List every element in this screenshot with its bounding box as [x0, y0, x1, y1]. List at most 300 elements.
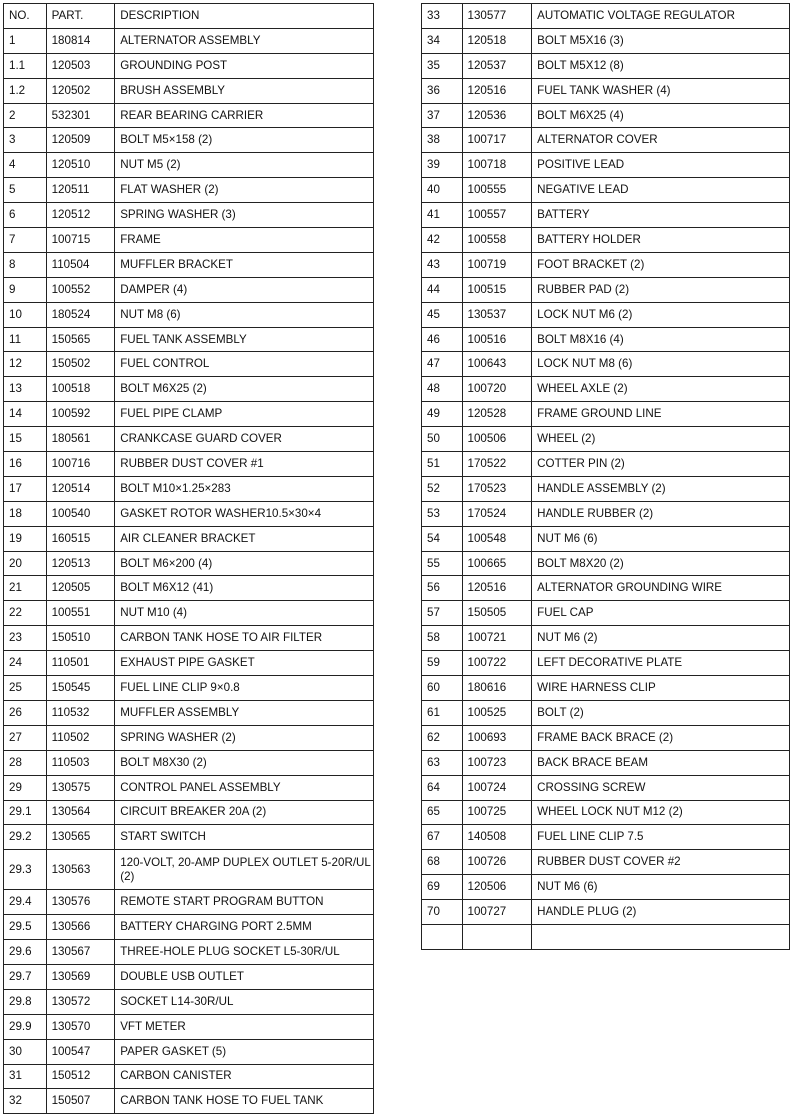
part-code: 532301	[46, 103, 115, 128]
part-number-index: 18	[4, 501, 47, 526]
table-row	[4, 940, 374, 965]
part-code: 170523	[462, 476, 532, 501]
part-code: 100506	[462, 427, 532, 452]
part-number-index: 36	[422, 78, 463, 103]
part-description: NUT M5 (2)	[115, 153, 374, 178]
part-description: FUEL CONTROL	[115, 352, 374, 377]
part-description: FUEL LINE CLIP 7.5	[532, 825, 790, 850]
part-code: 150565	[46, 327, 115, 352]
part-code: 130567	[46, 940, 115, 965]
part-code: 150505	[462, 601, 532, 626]
part-number-index: 45	[422, 302, 463, 327]
table-row	[4, 626, 374, 651]
part-number-index: 54	[422, 526, 463, 551]
part-number-index: 29.9	[4, 1014, 47, 1039]
part-number-index: 29	[4, 775, 47, 800]
part-code: 150507	[46, 1089, 115, 1114]
table-row	[422, 252, 790, 277]
table-row	[422, 78, 790, 103]
table-row	[422, 28, 790, 53]
part-number-index: 48	[422, 377, 463, 402]
table-row	[4, 352, 374, 377]
part-code: 100720	[462, 377, 532, 402]
part-description	[532, 924, 790, 949]
part-number-index: 59	[422, 651, 463, 676]
part-description: CROSSING SCREW	[532, 775, 790, 800]
part-number-index: 58	[422, 626, 463, 651]
table-row	[422, 352, 790, 377]
part-number-index: 67	[422, 825, 463, 850]
part-number-index: 60	[422, 676, 463, 701]
part-code: 170522	[462, 452, 532, 477]
table-row	[422, 327, 790, 352]
part-description: NEGATIVE LEAD	[532, 178, 790, 203]
part-number-index: 9	[4, 277, 47, 302]
part-number-index: 68	[422, 850, 463, 875]
part-description: MUFFLER ASSEMBLY	[115, 700, 374, 725]
part-description: VFT METER	[115, 1014, 374, 1039]
part-description: GASKET ROTOR WASHER10.5×30×4	[115, 501, 374, 526]
part-number-index: 37	[422, 103, 463, 128]
part-code: 120503	[46, 53, 115, 78]
part-description: FRAME	[115, 228, 374, 253]
part-code: 130575	[46, 775, 115, 800]
part-code: 110502	[46, 725, 115, 750]
table-row	[4, 800, 374, 825]
table-row	[4, 153, 374, 178]
part-code: 110532	[46, 700, 115, 725]
table-row	[4, 1089, 374, 1114]
part-number-index: 1	[4, 28, 47, 53]
table-row	[4, 775, 374, 800]
table-row	[4, 551, 374, 576]
part-number-index: 51	[422, 452, 463, 477]
part-description: BOLT M8X30 (2)	[115, 750, 374, 775]
part-number-index: 29.3	[4, 850, 47, 890]
table-row	[422, 875, 790, 900]
part-number-index: 39	[422, 153, 463, 178]
parts-table-left	[3, 3, 374, 1114]
part-description: MUFFLER BRACKET	[115, 252, 374, 277]
part-number-index: 43	[422, 252, 463, 277]
table-row	[4, 1039, 374, 1064]
part-description: BOLT M8X16 (4)	[532, 327, 790, 352]
table-row	[4, 53, 374, 78]
part-description: DAMPER (4)	[115, 277, 374, 302]
table-row	[422, 676, 790, 701]
part-code: 150510	[46, 626, 115, 651]
part-code: 100726	[462, 850, 532, 875]
part-number-index: 29.6	[4, 940, 47, 965]
part-code: 100717	[462, 128, 532, 153]
table-row	[422, 651, 790, 676]
part-code	[462, 924, 532, 949]
part-description: START SWITCH	[115, 825, 374, 850]
part-description: BATTERY CHARGING PORT 2.5MM	[115, 915, 374, 940]
table-row	[4, 676, 374, 701]
table-row	[4, 277, 374, 302]
part-number-index: 34	[422, 28, 463, 53]
parts-table-left-body	[4, 4, 374, 1114]
part-description: POSITIVE LEAD	[532, 153, 790, 178]
table-row	[422, 53, 790, 78]
part-number-index: 70	[422, 900, 463, 925]
part-description: WHEEL (2)	[532, 427, 790, 452]
part-code: 100516	[462, 327, 532, 352]
table-row	[422, 626, 790, 651]
part-number-index: 20	[4, 551, 47, 576]
part-description: SPRING WASHER (3)	[115, 203, 374, 228]
part-number-index: 8	[4, 252, 47, 277]
part-number-index: 1.2	[4, 78, 47, 103]
part-description: WIRE HARNESS CLIP	[532, 676, 790, 701]
part-description: NUT M10 (4)	[115, 601, 374, 626]
part-code: 120514	[46, 476, 115, 501]
table-row	[422, 427, 790, 452]
part-number-index: 62	[422, 725, 463, 750]
table-row	[4, 178, 374, 203]
part-number-index: 17	[4, 476, 47, 501]
part-number-index: 53	[422, 501, 463, 526]
table-header-row	[4, 4, 374, 29]
part-number-index: 41	[422, 203, 463, 228]
part-description: CARBON CANISTER	[115, 1064, 374, 1089]
part-description: BOLT M5X16 (3)	[532, 28, 790, 53]
part-code: 120511	[46, 178, 115, 203]
part-description: WHEEL LOCK NUT M12 (2)	[532, 800, 790, 825]
part-description: NUT M6 (6)	[532, 875, 790, 900]
table-row	[4, 964, 374, 989]
table-row	[422, 377, 790, 402]
part-description: FUEL LINE CLIP 9×0.8	[115, 676, 374, 701]
part-description: RUBBER DUST COVER #2	[532, 850, 790, 875]
table-row	[4, 203, 374, 228]
part-description: FRAME GROUND LINE	[532, 402, 790, 427]
table-row	[422, 924, 790, 949]
part-code: 100555	[462, 178, 532, 203]
part-description: CARBON TANK HOSE TO FUEL TANK	[115, 1089, 374, 1114]
table-row	[422, 775, 790, 800]
part-code: 110504	[46, 252, 115, 277]
part-description: HANDLE PLUG (2)	[532, 900, 790, 925]
part-number-index: 19	[4, 526, 47, 551]
table-row	[422, 277, 790, 302]
part-code: 120536	[462, 103, 532, 128]
part-code: 100515	[462, 277, 532, 302]
table-row	[4, 526, 374, 551]
table-row	[4, 890, 374, 915]
part-description: LEFT DECORATIVE PLATE	[532, 651, 790, 676]
part-code: 140508	[462, 825, 532, 850]
part-description: SOCKET L14-30R/UL	[115, 989, 374, 1014]
part-description: EXHAUST PIPE GASKET	[115, 651, 374, 676]
part-number-index: 44	[422, 277, 463, 302]
part-number-index: 3	[4, 128, 47, 153]
part-number-index: 33	[422, 4, 463, 29]
table-row	[4, 750, 374, 775]
part-code: 120516	[462, 576, 532, 601]
part-code: 100719	[462, 252, 532, 277]
part-code: 100551	[46, 601, 115, 626]
part-description: BATTERY	[532, 203, 790, 228]
header-no: NO.	[4, 4, 47, 29]
table-row	[422, 302, 790, 327]
part-code: 100525	[462, 700, 532, 725]
table-row	[4, 1064, 374, 1089]
table-row	[422, 452, 790, 477]
part-code: 130565	[46, 825, 115, 850]
part-number-index: 50	[422, 427, 463, 452]
part-code: 130577	[462, 4, 532, 29]
part-description: CIRCUIT BREAKER 20A (2)	[115, 800, 374, 825]
part-code: 100540	[46, 501, 115, 526]
part-description: FUEL TANK ASSEMBLY	[115, 327, 374, 352]
part-code: 120513	[46, 551, 115, 576]
part-code: 110501	[46, 651, 115, 676]
part-code: 100725	[462, 800, 532, 825]
part-number-index: 16	[4, 452, 47, 477]
table-row	[4, 476, 374, 501]
part-number-index: 64	[422, 775, 463, 800]
part-description: BOLT M6×200 (4)	[115, 551, 374, 576]
part-code: 100643	[462, 352, 532, 377]
table-row	[422, 153, 790, 178]
part-description: NUT M8 (6)	[115, 302, 374, 327]
part-description: BACK BRACE BEAM	[532, 750, 790, 775]
table-row	[4, 725, 374, 750]
part-code: 150502	[46, 352, 115, 377]
part-code: 100722	[462, 651, 532, 676]
part-code: 180524	[46, 302, 115, 327]
table-row	[4, 252, 374, 277]
part-code: 100724	[462, 775, 532, 800]
part-description: RUBBER PAD (2)	[532, 277, 790, 302]
part-description: SPRING WASHER (2)	[115, 725, 374, 750]
table-row	[4, 452, 374, 477]
part-number-index: 49	[422, 402, 463, 427]
parts-table-right-body	[422, 4, 790, 950]
part-description: FUEL PIPE CLAMP	[115, 402, 374, 427]
table-row	[4, 427, 374, 452]
table-row	[4, 825, 374, 850]
part-description: FUEL TANK WASHER (4)	[532, 78, 790, 103]
part-code: 120518	[462, 28, 532, 53]
header-description: DESCRIPTION	[115, 4, 374, 29]
part-code: 120528	[462, 402, 532, 427]
part-number-index: 63	[422, 750, 463, 775]
part-code: 100716	[46, 452, 115, 477]
part-description: PAPER GASKET (5)	[115, 1039, 374, 1064]
table-row	[4, 302, 374, 327]
table-row	[422, 601, 790, 626]
parts-table-right	[421, 3, 790, 950]
table-row	[422, 700, 790, 725]
part-number-index: 32	[4, 1089, 47, 1114]
part-number-index: 61	[422, 700, 463, 725]
part-description: REAR BEARING CARRIER	[115, 103, 374, 128]
part-description: BOLT M5X12 (8)	[532, 53, 790, 78]
part-description: BOLT M6X25 (4)	[532, 103, 790, 128]
table-row	[4, 402, 374, 427]
part-code: 100715	[46, 228, 115, 253]
part-code: 130576	[46, 890, 115, 915]
table-row	[4, 78, 374, 103]
part-code: 100552	[46, 277, 115, 302]
table-row	[4, 327, 374, 352]
part-number-index: 11	[4, 327, 47, 352]
part-description: FUEL CAP	[532, 601, 790, 626]
part-code: 110503	[46, 750, 115, 775]
part-description: DOUBLE USB OUTLET	[115, 964, 374, 989]
part-code: 150545	[46, 676, 115, 701]
part-description: FLAT WASHER (2)	[115, 178, 374, 203]
part-number-index: 14	[4, 402, 47, 427]
table-row	[422, 178, 790, 203]
part-description: BOLT M6X12 (41)	[115, 576, 374, 601]
table-row	[422, 750, 790, 775]
part-description: WHEEL AXLE (2)	[532, 377, 790, 402]
part-number-index: 25	[4, 676, 47, 701]
part-number-index: 65	[422, 800, 463, 825]
part-code: 130569	[46, 964, 115, 989]
part-description: BOLT M8X20 (2)	[532, 551, 790, 576]
part-code: 130564	[46, 800, 115, 825]
table-row	[422, 128, 790, 153]
part-code: 100718	[462, 153, 532, 178]
part-number-index: 29.1	[4, 800, 47, 825]
part-code: 100693	[462, 725, 532, 750]
part-description: FRAME BACK BRACE (2)	[532, 725, 790, 750]
part-code: 180561	[46, 427, 115, 452]
table-row	[422, 103, 790, 128]
part-number-index: 46	[422, 327, 463, 352]
part-code: 100548	[462, 526, 532, 551]
part-description: BATTERY HOLDER	[532, 228, 790, 253]
part-code: 100721	[462, 626, 532, 651]
part-description: HANDLE RUBBER (2)	[532, 501, 790, 526]
part-code: 100665	[462, 551, 532, 576]
part-description: HANDLE ASSEMBLY (2)	[532, 476, 790, 501]
part-code: 130537	[462, 302, 532, 327]
part-description: NUT M6 (2)	[532, 626, 790, 651]
part-code: 120516	[462, 78, 532, 103]
table-row	[4, 128, 374, 153]
part-number-index: 4	[4, 153, 47, 178]
part-code: 100592	[46, 402, 115, 427]
table-row	[4, 1014, 374, 1039]
part-description: LOCK NUT M8 (6)	[532, 352, 790, 377]
part-code: 100727	[462, 900, 532, 925]
table-row	[4, 915, 374, 940]
part-description: 120-VOLT, 20-AMP DUPLEX OUTLET 5-20R/UL (2)	[115, 850, 374, 890]
part-description: AIR CLEANER BRACKET	[115, 526, 374, 551]
part-number-index: 23	[4, 626, 47, 651]
part-number-index: 1.1	[4, 53, 47, 78]
part-description: BOLT M5×158 (2)	[115, 128, 374, 153]
part-code: 170524	[462, 501, 532, 526]
part-description: CONTROL PANEL ASSEMBLY	[115, 775, 374, 800]
table-row	[422, 501, 790, 526]
part-code: 100557	[462, 203, 532, 228]
part-code: 120509	[46, 128, 115, 153]
part-code: 130572	[46, 989, 115, 1014]
table-row	[422, 800, 790, 825]
part-description: GROUNDING POST	[115, 53, 374, 78]
part-description: BOLT (2)	[532, 700, 790, 725]
part-code: 120506	[462, 875, 532, 900]
part-description: CARBON TANK HOSE TO AIR FILTER	[115, 626, 374, 651]
table-row	[422, 402, 790, 427]
table-row	[422, 228, 790, 253]
table-row	[4, 850, 374, 890]
part-number-index: 42	[422, 228, 463, 253]
part-number-index: 52	[422, 476, 463, 501]
part-number-index: 29.2	[4, 825, 47, 850]
part-code: 120537	[462, 53, 532, 78]
part-number-index: 5	[4, 178, 47, 203]
table-row	[4, 28, 374, 53]
part-code: 180616	[462, 676, 532, 701]
part-code: 130563	[46, 850, 115, 890]
table-row	[422, 850, 790, 875]
part-number-index: 55	[422, 551, 463, 576]
table-row	[422, 900, 790, 925]
part-description: REMOTE START PROGRAM BUTTON	[115, 890, 374, 915]
part-number-index	[422, 924, 463, 949]
part-description: CRANKCASE GUARD COVER	[115, 427, 374, 452]
table-row	[4, 103, 374, 128]
table-row	[4, 700, 374, 725]
part-number-index: 40	[422, 178, 463, 203]
part-number-index: 30	[4, 1039, 47, 1064]
part-number-index: 2	[4, 103, 47, 128]
part-description: ALTERNATOR COVER	[532, 128, 790, 153]
part-code: 100518	[46, 377, 115, 402]
part-code: 120505	[46, 576, 115, 601]
part-number-index: 47	[422, 352, 463, 377]
header-part: PART.	[46, 4, 115, 29]
part-number-index: 31	[4, 1064, 47, 1089]
part-number-index: 38	[422, 128, 463, 153]
part-code: 120502	[46, 78, 115, 103]
part-number-index: 69	[422, 875, 463, 900]
part-description: LOCK NUT M6 (2)	[532, 302, 790, 327]
part-number-index: 7	[4, 228, 47, 253]
part-number-index: 22	[4, 601, 47, 626]
part-number-index: 21	[4, 576, 47, 601]
table-row	[422, 551, 790, 576]
part-number-index: 6	[4, 203, 47, 228]
table-row	[4, 377, 374, 402]
table-row	[422, 203, 790, 228]
part-description: ALTERNATOR ASSEMBLY	[115, 28, 374, 53]
table-row	[422, 725, 790, 750]
part-number-index: 35	[422, 53, 463, 78]
table-row	[422, 825, 790, 850]
part-description: BOLT M6X25 (2)	[115, 377, 374, 402]
part-number-index: 27	[4, 725, 47, 750]
part-description: RUBBER DUST COVER #1	[115, 452, 374, 477]
part-code: 120512	[46, 203, 115, 228]
part-number-index: 29.8	[4, 989, 47, 1014]
part-description: NUT M6 (6)	[532, 526, 790, 551]
part-number-index: 29.4	[4, 890, 47, 915]
part-code: 100547	[46, 1039, 115, 1064]
part-code: 180814	[46, 28, 115, 53]
table-row	[422, 526, 790, 551]
part-description: THREE-HOLE PLUG SOCKET L5-30R/UL	[115, 940, 374, 965]
table-row	[4, 601, 374, 626]
